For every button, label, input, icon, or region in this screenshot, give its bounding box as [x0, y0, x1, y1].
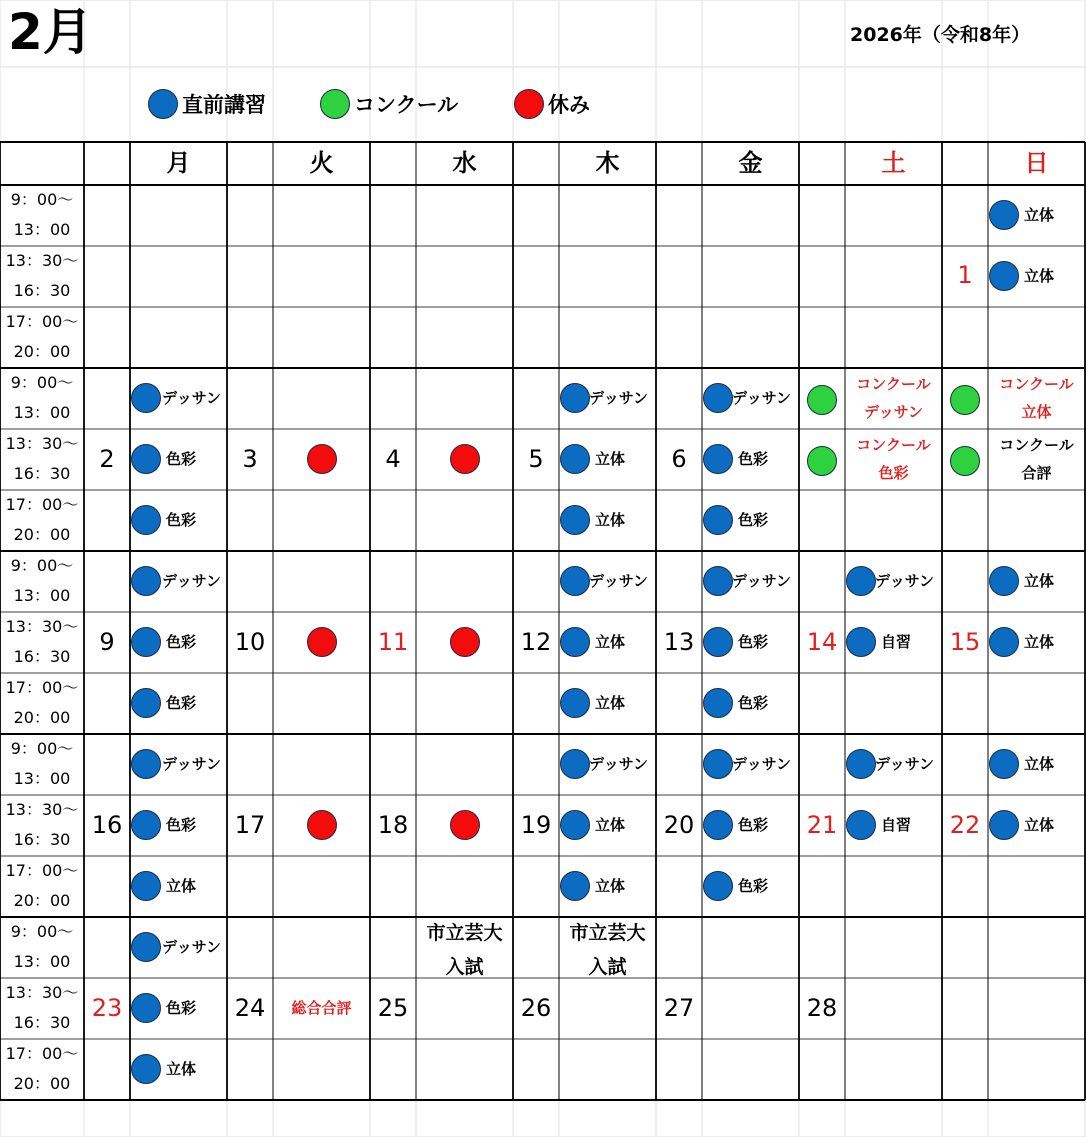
time-slot-start: 17：00～ [5, 1044, 79, 1063]
event-label: 色彩 [166, 999, 197, 1017]
blue-circle-icon [703, 505, 733, 535]
blue-circle-icon [846, 627, 876, 657]
weekday-header: 金 [738, 149, 763, 177]
blue-circle-icon [703, 688, 733, 718]
time-slot-end: 13：00 [13, 403, 71, 422]
day-number: 20 [663, 811, 695, 839]
legend-item-concours [320, 87, 458, 121]
blue-circle-icon [131, 566, 161, 596]
red-circle-icon [450, 444, 480, 474]
blue-circle-icon [846, 566, 876, 596]
blue-circle-icon [560, 749, 590, 779]
blue-circle-icon [131, 932, 161, 962]
event-label: デッサン [875, 572, 934, 590]
blue-circle-icon [703, 749, 733, 779]
event-label: デッサン [732, 572, 791, 590]
time-slot-start: 13：30～ [5, 434, 79, 453]
blue-circle-icon [131, 627, 161, 657]
event-label: 色彩 [166, 633, 197, 651]
blue-circle-icon [989, 566, 1019, 596]
time-slot-end: 16：30 [13, 647, 71, 666]
blue-circle-icon [560, 444, 590, 474]
green-circle-icon [320, 89, 350, 119]
weekday-header: 木 [595, 149, 620, 177]
event-label: 立体 [595, 633, 626, 651]
blue-circle-icon [131, 810, 161, 840]
blue-circle-icon [846, 810, 876, 840]
time-slot-end: 16：30 [13, 1013, 71, 1032]
review-note: 総合合評 [291, 999, 352, 1017]
red-circle-icon [307, 444, 337, 474]
event-label: 自習 [881, 816, 912, 834]
concours-note: コンクール デッサン [856, 375, 931, 421]
event-label: デッサン [162, 389, 221, 407]
green-circle-icon [950, 385, 980, 415]
blue-circle-icon [560, 871, 590, 901]
day-number: 6 [671, 445, 687, 473]
weekday-header: 日 [1024, 149, 1049, 177]
time-slot-end: 20：00 [13, 891, 71, 910]
event-label: 色彩 [738, 816, 769, 834]
blue-circle-icon [131, 871, 161, 901]
event-label: 立体 [595, 816, 626, 834]
day-number: 23 [91, 994, 123, 1022]
blue-circle-icon [989, 749, 1019, 779]
blue-circle-icon [131, 383, 161, 413]
legend-item-holiday [514, 87, 590, 121]
day-number: 2 [99, 445, 115, 473]
red-circle-icon [307, 810, 337, 840]
blue-circle-icon [989, 810, 1019, 840]
day-number: 3 [242, 445, 258, 473]
time-slot-end: 13：00 [13, 220, 71, 239]
event-label: 立体 [166, 877, 197, 895]
day-number: 9 [99, 628, 115, 656]
day-number: 5 [528, 445, 544, 473]
green-circle-icon [807, 446, 837, 476]
time-slot-start: 17：00～ [5, 312, 79, 331]
blue-circle-icon [989, 261, 1019, 291]
day-number: 12 [520, 628, 552, 656]
event-label: デッサン [732, 389, 791, 407]
day-number: 4 [385, 445, 401, 473]
day-number: 11 [377, 628, 409, 656]
time-slot-end: 13：00 [13, 769, 71, 788]
month-title: 2月 [8, 3, 93, 61]
time-slot-start: 9：00～ [10, 556, 74, 575]
time-slot-start: 9：00～ [10, 739, 74, 758]
blue-circle-icon [148, 89, 178, 119]
event-label: 立体 [1024, 267, 1055, 285]
green-circle-icon [807, 385, 837, 415]
event-label: 色彩 [166, 694, 197, 712]
weekday-header: 水 [452, 149, 477, 177]
time-slot-end: 16：30 [13, 830, 71, 849]
year-label: 2026年（令和8年） [850, 24, 1031, 46]
event-label: デッサン [162, 572, 221, 590]
event-label: 立体 [166, 1060, 197, 1078]
day-number: 17 [234, 811, 266, 839]
day-number: 27 [663, 994, 695, 1022]
day-number: 18 [377, 811, 409, 839]
blue-circle-icon [703, 810, 733, 840]
blue-circle-icon [989, 627, 1019, 657]
event-label: 色彩 [738, 694, 769, 712]
blue-circle-icon [131, 505, 161, 535]
time-slot-end: 13：00 [13, 952, 71, 971]
event-label: 色彩 [738, 633, 769, 651]
blue-circle-icon [989, 200, 1019, 230]
blue-circle-icon [131, 749, 161, 779]
time-slot-end: 16：30 [13, 281, 71, 300]
time-slot-start: 13：30～ [5, 617, 79, 636]
day-number: 28 [806, 994, 838, 1022]
event-label: デッサン [589, 389, 648, 407]
event-label: 立体 [1024, 572, 1055, 590]
blue-circle-icon [703, 627, 733, 657]
blue-circle-icon [703, 383, 733, 413]
event-label: 立体 [595, 877, 626, 895]
blue-circle-icon [560, 688, 590, 718]
event-label: 立体 [1024, 816, 1055, 834]
event-label: デッサン [162, 755, 221, 773]
concours-note: コンクール 色彩 [856, 436, 931, 482]
event-label: デッサン [589, 572, 648, 590]
concours-note: コンクール 立体 [999, 375, 1074, 421]
blue-circle-icon [846, 749, 876, 779]
event-label: 色彩 [166, 816, 197, 834]
day-number: 1 [957, 261, 973, 289]
green-circle-icon [950, 446, 980, 476]
legend-label-lecture: 直前講習 [182, 93, 266, 117]
time-slot-end: 20：00 [13, 708, 71, 727]
time-slot-start: 13：30～ [5, 800, 79, 819]
event-label: 立体 [595, 511, 626, 529]
time-slot-start: 17：00～ [5, 678, 79, 697]
time-slot-start: 9：00～ [10, 190, 74, 209]
day-number: 14 [806, 628, 838, 656]
red-circle-icon [450, 627, 480, 657]
blue-circle-icon [703, 566, 733, 596]
time-slot-start: 13：30～ [5, 251, 79, 270]
entrance-exam-line1: 市立芸大 [426, 922, 503, 944]
time-slot-end: 20：00 [13, 525, 71, 544]
event-label: 自習 [881, 633, 912, 651]
event-label: デッサン [875, 755, 934, 773]
day-number: 19 [520, 811, 552, 839]
red-circle-icon [450, 810, 480, 840]
time-slot-end: 13：00 [13, 586, 71, 605]
entrance-exam-line2: 入試 [588, 956, 627, 978]
blue-circle-icon [703, 444, 733, 474]
event-label: 色彩 [738, 511, 769, 529]
day-number: 22 [949, 811, 981, 839]
red-circle-icon [307, 627, 337, 657]
time-slot-start: 9：00～ [10, 373, 74, 392]
blue-circle-icon [131, 688, 161, 718]
event-label: 立体 [595, 694, 626, 712]
legend-label-concours: コンクール [354, 93, 459, 117]
blue-circle-icon [560, 505, 590, 535]
event-label: 立体 [1024, 633, 1055, 651]
day-number: 24 [234, 994, 266, 1022]
time-slot-start: 9：00～ [10, 922, 74, 941]
weekday-header: 月 [166, 149, 191, 177]
day-number: 13 [663, 628, 695, 656]
day-number: 25 [377, 994, 409, 1022]
time-slot-start: 13：30～ [5, 983, 79, 1002]
concours-note: コンクール 合評 [999, 436, 1074, 482]
entrance-exam-line2: 入試 [445, 956, 484, 978]
event-label: 色彩 [166, 511, 197, 529]
weekday-header: 土 [881, 149, 906, 177]
day-number: 16 [91, 811, 123, 839]
day-number: 15 [949, 628, 981, 656]
event-label: 立体 [1024, 206, 1055, 224]
time-slot-end: 20：00 [13, 342, 71, 361]
event-label: デッサン [732, 755, 791, 773]
entrance-exam-line1: 市立芸大 [569, 922, 646, 944]
event-label: デッサン [589, 755, 648, 773]
day-number: 10 [234, 628, 266, 656]
weekday-header: 火 [309, 149, 334, 177]
blue-circle-icon [560, 810, 590, 840]
event-label: デッサン [162, 938, 221, 956]
blue-circle-icon [131, 993, 161, 1023]
event-label: 色彩 [166, 450, 197, 468]
blue-circle-icon [703, 871, 733, 901]
blue-circle-icon [131, 444, 161, 474]
blue-circle-icon [131, 1054, 161, 1084]
blue-circle-icon [560, 627, 590, 657]
time-slot-start: 17：00～ [5, 495, 79, 514]
event-label: 色彩 [738, 450, 769, 468]
day-number: 26 [520, 994, 552, 1022]
time-slot-start: 17：00～ [5, 861, 79, 880]
blue-circle-icon [560, 383, 590, 413]
time-slot-end: 20：00 [13, 1074, 71, 1093]
blue-circle-icon [560, 566, 590, 596]
day-number: 21 [806, 811, 838, 839]
red-circle-icon [514, 89, 544, 119]
time-slot-end: 16：30 [13, 464, 71, 483]
event-label: 立体 [1024, 755, 1055, 773]
legend-item-lecture [148, 87, 266, 121]
legend-label-holiday: 休み [548, 93, 590, 117]
event-label: 色彩 [738, 877, 769, 895]
event-label: 立体 [595, 450, 626, 468]
